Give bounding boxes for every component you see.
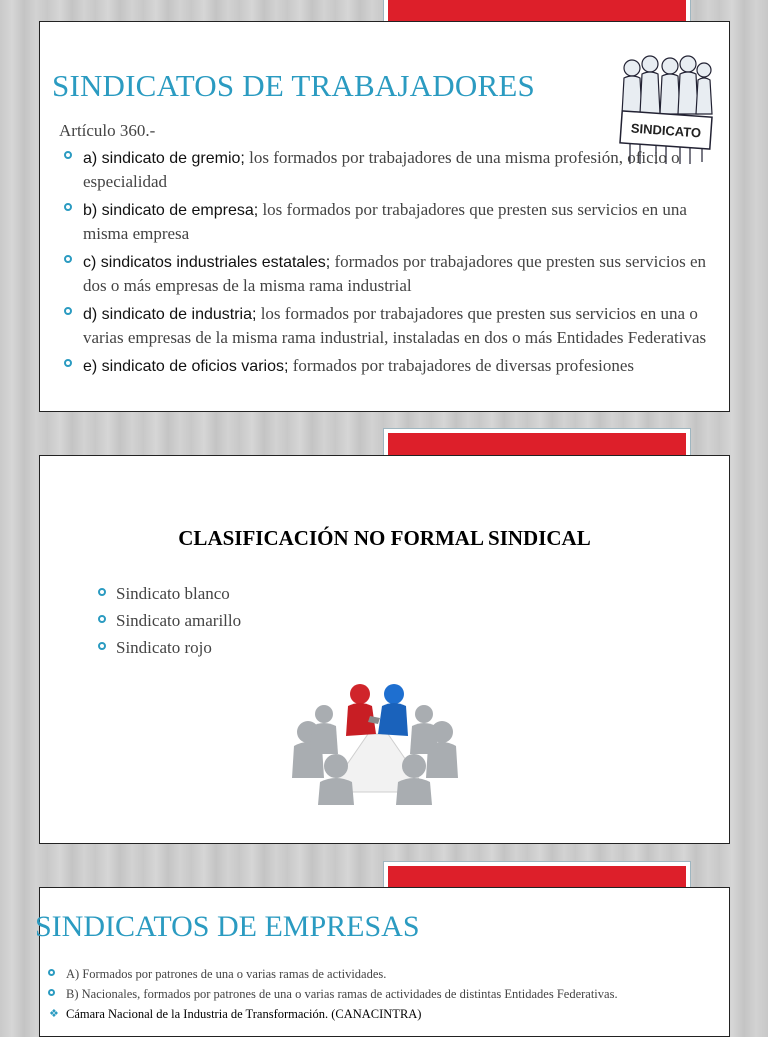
slide1-title: SINDICATOS DE TRABAJADORES [52,68,535,103]
item-label: Sindicato rojo [116,638,212,657]
item-term: a) sindicato de gremio; [83,150,245,167]
bullet-icon [98,588,106,596]
bullet-icon [64,359,72,367]
item-term: b) sindicato de empresa; [83,202,259,219]
negotiation-handshake-illustration [288,674,462,805]
article-label: Artículo 360.- [59,121,156,140]
list-item [64,354,714,378]
bullet-icon [64,203,72,211]
slide-2 [39,455,730,844]
slide2-title: CLASIFICACIÓN NO FORMAL SINDICAL [178,526,591,550]
item-label: Sindicato amarillo [116,611,242,630]
sign-text: SINDICATO [630,120,702,141]
slide-3 [35,887,730,1037]
bullet-icon [98,615,106,623]
classification-list [98,584,241,665]
list-item [64,146,714,193]
list-item [48,967,728,987]
slide-1 [39,21,730,412]
item-description: formados por trabajadores de diversas profesiones [288,356,634,375]
list-item [64,198,714,245]
item-term: d) sindicato de industria; [83,306,257,323]
item-description: los formados por trabajadores de una misma profesión, oficio o especialidad [83,148,680,191]
item-label: A) Formados por patrones de una o varias ramas de actividades. [66,967,387,981]
list-item [98,638,241,665]
list-item [98,611,241,638]
item-label: Cámara Nacional de la Industria de Transformación. (CANACINTRA) [66,1007,422,1021]
article-list [64,146,714,383]
employer-union-list [48,967,728,1027]
item-description: los formados por trabajadores que presten sus servicios en una o varias empresas de la misma rama industrial, instaladas en dos o más Entidades Federativas [83,304,707,347]
list-item [98,584,241,611]
item-label: B) Nacionales, formados por patrones de una o varias ramas de actividades de distintas Entidades Federativas. [66,987,618,1001]
sub-list-item [48,1007,728,1027]
item-description: formados por trabajadores que presten sus servicios en dos o más empresas de la misma rama industrial [83,252,707,295]
bullet-icon [64,255,72,263]
item-label: Sindicato blanco [116,584,230,603]
item-description: los formados por trabajadores que presten sus servicios en una misma empresa [83,200,687,243]
list-item [64,250,714,297]
item-term: c) sindicatos industriales estatales; [83,254,331,271]
list-item [64,302,714,349]
list-item [48,987,728,1007]
bullet-icon [98,642,106,650]
bullet-icon [48,969,55,976]
slide3-title: SINDICATOS DE EMPRESAS [35,910,420,943]
bullet-icon [64,151,72,159]
bullet-icon [64,307,72,315]
bullet-icon [48,989,55,996]
diamond-bullet-icon: ❖ [49,1008,59,1020]
item-term: e) sindicato de oficios varios; [83,358,289,375]
